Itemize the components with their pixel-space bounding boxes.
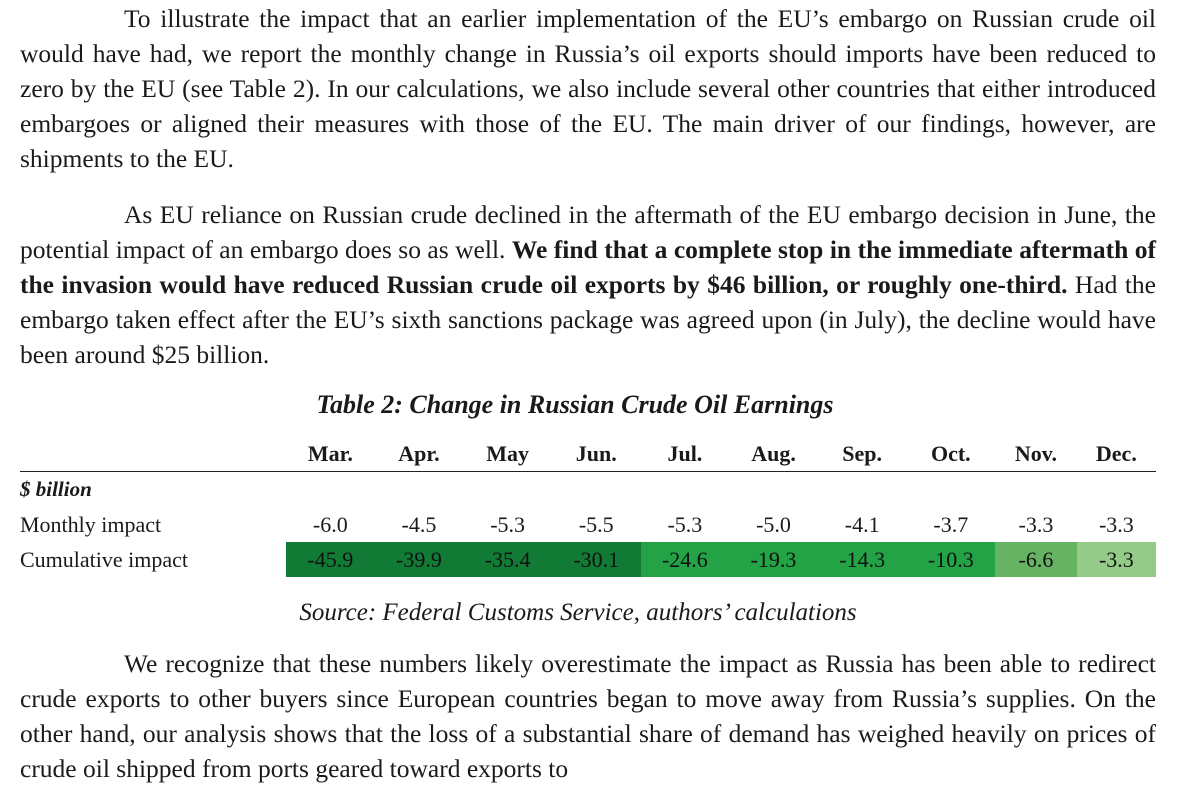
cumulative-impact-cell: -10.3 <box>906 542 995 577</box>
unit-row-spacer <box>286 472 1156 508</box>
cumulative-impact-cell: -19.3 <box>729 542 818 577</box>
cumulative-impact-cell: -39.9 <box>375 542 464 577</box>
header-month-aug: Aug. <box>729 437 818 472</box>
header-month-sep: Sep. <box>818 437 907 472</box>
paragraph-eu-reliance <box>20 197 1156 372</box>
header-month-jul: Jul. <box>641 437 730 472</box>
unit-row <box>20 472 1156 508</box>
paragraph-eu-reliance-outro: Had the embargo taken effect after the EU’s sixth sanctions package was agreed upon (in July), the decline would have been around $25 billion. <box>20 270 1156 369</box>
table-header-row <box>20 437 1156 472</box>
monthly-impact-cell: -5.3 <box>667 511 703 537</box>
monthly-impact-cell: -3.3 <box>1018 511 1054 537</box>
monthly-impact-cell: -4.1 <box>844 511 880 537</box>
key-finding-bold: We find that a complete stop in the immediate aftermath of the invasion would have reduced Russian crude oil exports by $46 billion, or roughly one-third. <box>20 235 1156 299</box>
cumulative-impact-cell: -14.3 <box>818 542 907 577</box>
monthly-impact-row <box>20 507 1156 542</box>
header-month-may: May <box>463 437 552 472</box>
cumulative-impact-row <box>20 542 1156 577</box>
monthly-impact-cell: -3.7 <box>933 511 969 537</box>
monthly-impact-cell: -3.3 <box>1098 511 1134 537</box>
header-month-apr: Apr. <box>375 437 464 472</box>
monthly-impact-cell: -4.5 <box>401 511 437 537</box>
paragraph-embargo-illustration: To illustrate the impact that an earlier implementation of the EU’s embargo on Russian crude oil would have had, we report the monthly change in Russia’s oil exports should imports have been reduced to zero by the EU (see Table 2). In our calculations, we also include several other countries that either introduced embargoes or aligned their measures with those of the EU. The main driver of our findings, however, are shipments to the EU. <box>20 4 1156 173</box>
header-month-jun: Jun. <box>552 437 641 472</box>
row-label-monthly: Monthly impact <box>20 511 162 537</box>
cumulative-impact-cell: -30.1 <box>552 542 641 577</box>
header-month-dec: Dec. <box>1077 437 1156 472</box>
table-title: Table 2: Change in Russian Crude Oil Earnings <box>316 390 834 419</box>
row-label-cumulative: Cumulative impact <box>20 546 189 572</box>
header-month-mar: Mar. <box>286 437 375 472</box>
unit-label: $ billion <box>20 477 92 501</box>
monthly-impact-cell: -5.5 <box>578 511 614 537</box>
table-source-note: Source: Federal Customs Service, authors’ calculations <box>299 599 857 626</box>
cumulative-impact-cell: -6.6 <box>995 542 1077 577</box>
header-month-oct: Oct. <box>906 437 995 472</box>
cumulative-impact-cell: -45.9 <box>286 542 375 577</box>
header-month-nov: Nov. <box>995 437 1077 472</box>
cumulative-impact-cell: -24.6 <box>641 542 730 577</box>
cumulative-impact-cell: -35.4 <box>463 542 552 577</box>
earnings-table <box>20 437 1156 577</box>
header-blank-cell <box>20 437 286 472</box>
cumulative-impact-cell: -3.3 <box>1077 542 1156 577</box>
monthly-impact-cell: -5.0 <box>756 511 791 537</box>
monthly-impact-cell: -6.0 <box>312 511 348 537</box>
paragraph-overestimate: We recognize that these numbers likely overestimate the impact as Russia has been able to redirect crude exports to other buyers since European countries began to move away from Russia’s supplies. On the other hand, our analysis shows that the loss of a substantial share of demand has weighed heavily on prices of crude oil shipped from ports geared toward exports to <box>20 649 1156 783</box>
paragraph-eu-reliance-intro: As EU reliance on Russian crude declined in the aftermath of the EU embargo decision in June, the potential impact of an embargo does so as well. <box>20 200 1156 264</box>
monthly-impact-cell: -5.3 <box>490 511 526 537</box>
